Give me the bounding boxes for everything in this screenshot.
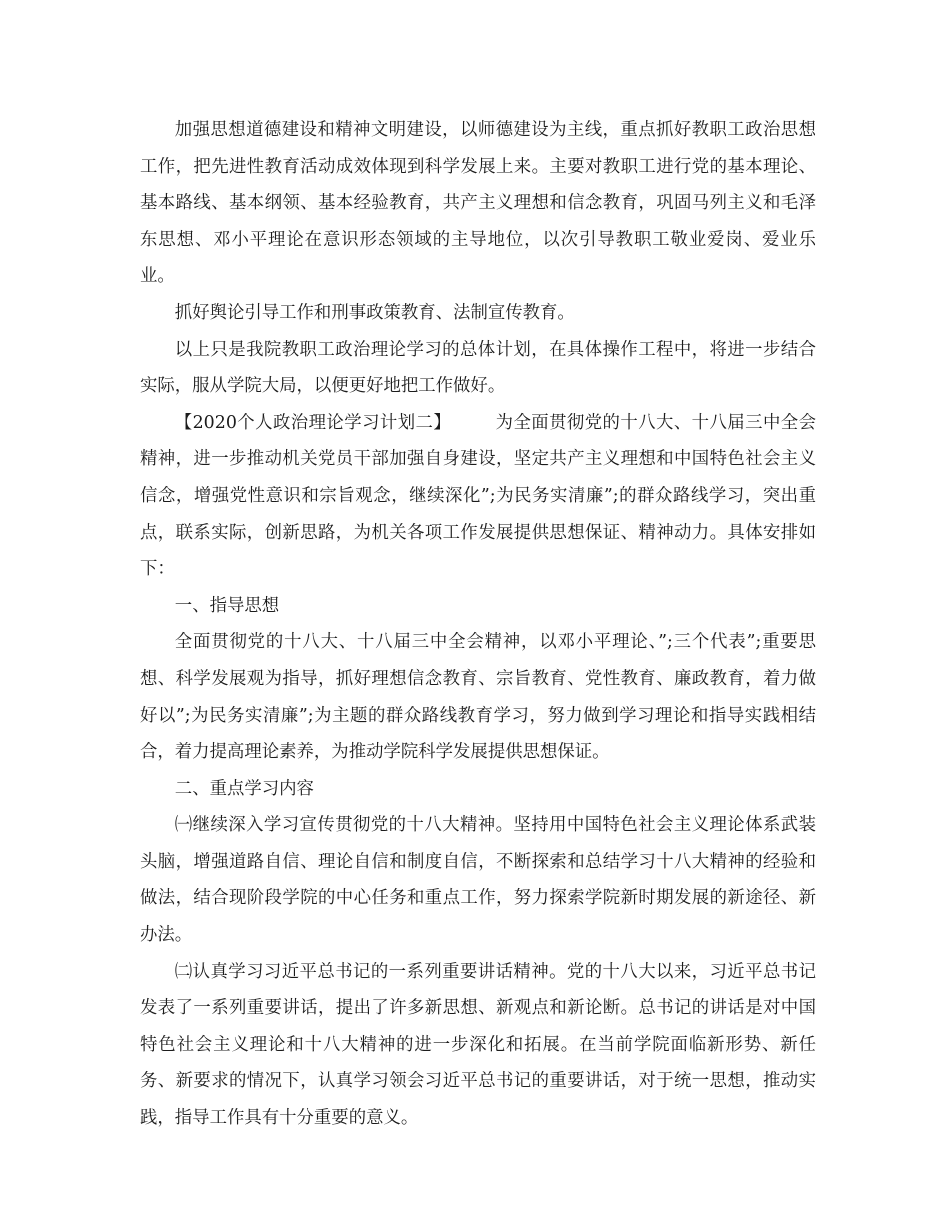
heading-guiding-ideology: 一、指导思想: [174, 595, 280, 616]
section-intro: 为全面贯彻党的十八大、十八届三中全会精神，进一步推动机关党员干部加强自身建设，坚定共产主义理想和中国特色社会主义信念，增强党性意识和宗旨观念，继续深化”;为民务实清廉”;的群众路线学习，突出重点，联系实际，创新思路，为机关各项工作发展提供思想保证、精神动力。具体安排如下：: [140, 412, 816, 580]
paragraph-public-opinion: 抓好舆论引导工作和刑事政策教育、法制宣传教育。: [174, 302, 575, 323]
paragraph-plan-two: [140, 405, 816, 588]
paragraph-guiding-ideology: 全面贯彻党的十八大、十八届三中全会精神，以邓小平理论、”;三个代表”;重要思想、科学发展观为指导，抓好理想信念教育、宗旨教育、党性教育、廉政教育，着力做好以”;为民务实清廉”;为主题的群众路线教育学习，努力做到学习理论和指导实践相结合，着力提高理论素养，为推动学院科学发展提供思想保证。: [140, 632, 816, 763]
paragraph-summary: 以上只是我院教职工政治理论学习的总体计划，在具体操作工程中，将进一步结合实际，服从学院大局，以便更好地把工作做好。: [140, 339, 816, 397]
heading-key-content: 二、重点学习内容: [174, 778, 314, 799]
section-title: 【2020个人政治理论学习计划二】: [174, 412, 452, 433]
paragraph-moral-education: 加强思想道德建设和精神文明建设，以师德建设为主线，重点抓好教职工政治思想工作，把先进性教育活动成效体现到科学发展上来。主要对教职工进行党的基本理论、基本路线、基本纲领、基本经验教育，共产主义理想和信念教育，巩固马列主义和毛泽东思想、邓小平理论在意识形态领域的主导地位，以次引导教职工敬业爱岗、爱业乐业。: [140, 120, 816, 287]
paragraph-item-one: ㈠继续深入学习宣传贯彻党的十八大精神。坚持用中国特色社会主义理论体系武装头脑，增强道路自信、理论自信和制度自信，不断探索和总结学习十八大精神的经验和做法，结合现阶段学院的中心任务和重点工作，努力探索学院新时期发展的新途径、新办法。: [140, 815, 816, 946]
document-body: [140, 112, 816, 1137]
paragraph-item-two: ㈡认真学习习近平总书记的一系列重要讲话精神。党的十八大以来，习近平总书记发表了一系列重要讲话，提出了许多新思想、新观点和新论断。总书记的讲话是对中国特色社会主义理论和十八大精神的进一步深化和拓展。在当前学院面临新形势、新任务、新要求的情况下，认真学习领会习近平总书记的重要讲话，对于统一思想，推动实践，指导工作具有十分重要的意义。: [140, 961, 816, 1129]
